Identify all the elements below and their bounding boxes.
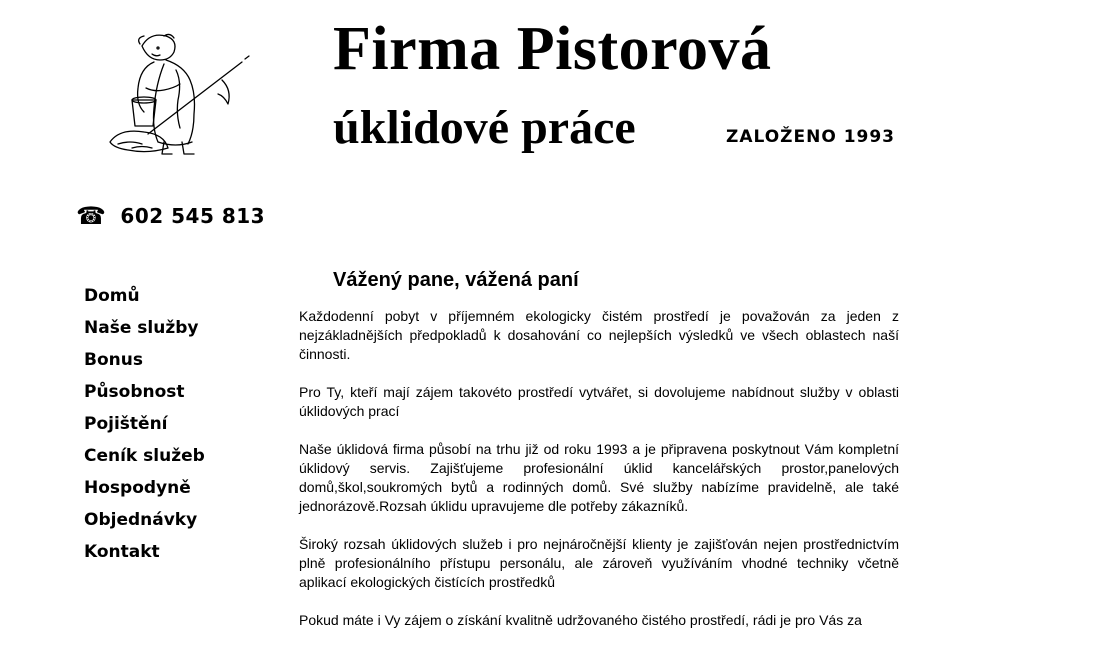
phone-contact: [76, 204, 265, 228]
paragraph: Pokud máte i Vy zájem o získání kvalitně udržovaného čistého prostředí, rádi je pro Vás za: [299, 612, 862, 628]
paragraph: Pro Ty, kteří mají zájem takovéto prostředí vytvářet, si dovolujeme nabídnout služby v oblasti úklidových prací: [299, 384, 899, 419]
company-name: Firma Pistorová: [333, 15, 772, 83]
nav-item-objednavky[interactable]: Objednávky: [84, 510, 198, 530]
paragraph: Široký rozsah úklidových služeb i pro nejnáročnější klienty je zajišťován nejen prostřednictvím plně profesionálního přístupu personálu, ale zároveň využíváním vhodné techniky včetně aplikací ekologických čistících prostředků: [299, 536, 899, 590]
phone-number: 602 545 813: [120, 204, 266, 228]
nav-item-bonus[interactable]: Bonus: [84, 350, 143, 370]
paragraph: Naše úklidová firma působí na trhu již od roku 1993 a je připravena poskytnout Vám kompletní úklidový servis. Zajišťujeme profesionální úklid kancelářských prostor,panelových domů,škol,soukromých bytů a rodinných domů. Své služby nabízíme pravidelně, ale také jednorázově.Rozsah úklidu upravujeme dle potřeby zákazníků.: [299, 441, 899, 514]
main-navigation: [84, 280, 205, 568]
nav-item-cenik-sluzeb[interactable]: Ceník služeb: [84, 446, 205, 466]
nav-item-hospodyne[interactable]: Hospodyně: [84, 478, 191, 498]
nav-item-domu[interactable]: Domů: [84, 286, 140, 306]
company-tagline: úklidové práce: [333, 101, 636, 154]
nav-item-kontakt[interactable]: Kontakt: [84, 542, 160, 562]
greeting-heading: Vážený pane, vážená paní: [333, 269, 579, 291]
nav-item-pusobnost[interactable]: Působnost: [84, 382, 185, 402]
main-content: [299, 266, 899, 649]
nav-item-nase-sluzby[interactable]: Naše služby: [84, 318, 199, 338]
nav-item-pojisteni[interactable]: Pojištění: [84, 414, 168, 434]
founded-label: ZALOŽENO 1993: [726, 127, 896, 147]
paragraph: Každodenní pobyt v příjemném ekologicky čistém prostředí je považován za jeden z nejzákladnějších předpokladů k dosahování co nejlepších výsledků ve všech oblastech naší činnosti.: [299, 308, 899, 362]
cleaning-lady-logo: [102, 24, 252, 159]
telephone-icon: ☎: [76, 202, 107, 230]
